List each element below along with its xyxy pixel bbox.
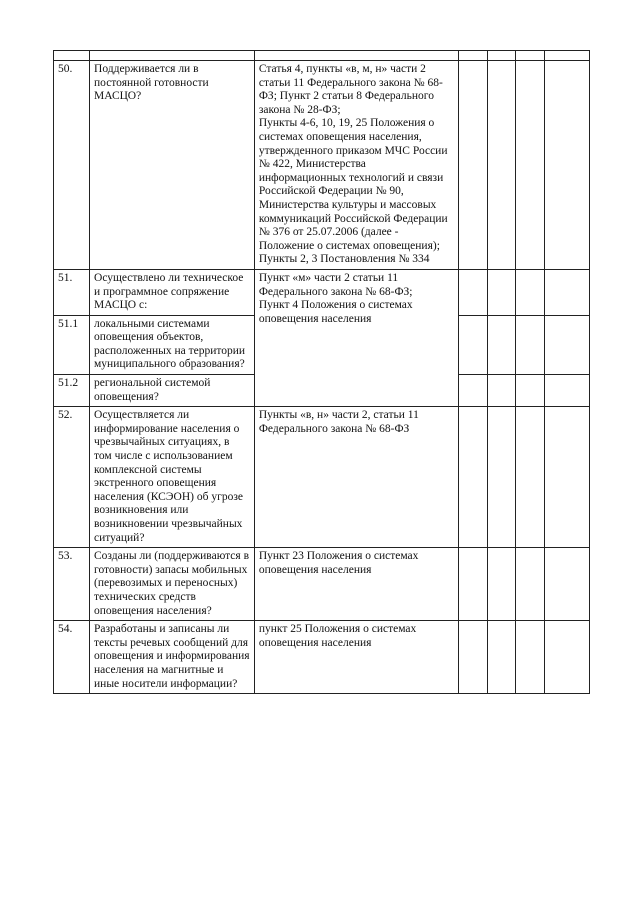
reference-cell <box>254 548 458 621</box>
table-cell <box>254 51 458 61</box>
question-cell: Поддерживается ли в постоянной готовности МАСЦО? <box>90 61 255 270</box>
answer-cell <box>515 375 544 407</box>
reference-line: пункт 25 Положения о системах оповещения населения <box>258 623 417 649</box>
reference-cell <box>254 407 458 548</box>
reference-line: Пункт 23 Положения о системах оповещения населения <box>258 550 419 576</box>
answer-cell <box>458 375 487 407</box>
reference-line: Пункт 4 Положения о системах оповещения населения <box>258 299 413 325</box>
header-row <box>54 51 590 61</box>
table-row <box>54 621 590 694</box>
answer-cell <box>515 61 544 270</box>
question-cell: Осуществлено ли техническое и программное сопряжение МАСЦО с: <box>90 269 255 315</box>
note-cell <box>545 315 590 374</box>
reference-line: Пункты «в, н» части 2, статьи 11 Федерального закона № 68-ФЗ <box>258 409 419 435</box>
checklist-table <box>53 50 590 694</box>
question-cell: локальными системами оповещения объектов, расположенных на территории муниципального образования? <box>90 315 255 374</box>
answer-cell <box>515 407 544 548</box>
reference-cell <box>254 269 458 406</box>
note-cell <box>545 407 590 548</box>
answer-cell <box>458 61 487 270</box>
answer-cell <box>488 621 515 694</box>
note-cell <box>545 621 590 694</box>
reference-line: Статья 4, пункты «в, м, н» части 2 статьи 11 Федерального закона № 68-ФЗ; Пункт 2 статьи 8 Федерального закона № 28-ФЗ; <box>258 63 443 116</box>
table-row <box>54 548 590 621</box>
answer-cell <box>458 269 487 315</box>
table-cell <box>545 51 590 61</box>
question-cell: Разработаны и записаны ли тексты речевых сообщений для оповещения и информирования населения на магнитные и иные носители информации? <box>90 621 255 694</box>
row-number: 51.2 <box>54 375 90 407</box>
row-number: 51.1 <box>54 315 90 374</box>
answer-cell <box>488 315 515 374</box>
table-row <box>54 61 590 270</box>
question-cell: Созданы ли (поддерживаются в готовности) запасы мобильных (перевозимых и переносных) технических средств оповещения населения? <box>90 548 255 621</box>
answer-cell <box>515 269 544 315</box>
reference-cell <box>254 621 458 694</box>
answer-cell <box>515 621 544 694</box>
question-cell: региональной системой оповещения? <box>90 375 255 407</box>
answer-cell <box>488 548 515 621</box>
table-row <box>54 269 590 315</box>
answer-cell <box>458 548 487 621</box>
answer-cell <box>488 407 515 548</box>
answer-cell <box>458 621 487 694</box>
table-cell <box>54 51 90 61</box>
row-number: 54. <box>54 621 90 694</box>
answer-cell <box>515 548 544 621</box>
reference-line: Пункты 4-6, 10, 19, 25 Положения о системах оповещения населения, утвержденного приказом МЧС России № 422, Министерства информационных технологий и связи Российской Федерации № 90, Министерства культуры и массовых коммуникаций Российской Федерации № 376 от 25.07.2006 (далее - Положение о системах оповещения); <box>258 117 448 252</box>
answer-cell <box>488 375 515 407</box>
answer-cell <box>458 407 487 548</box>
table-cell <box>488 51 515 61</box>
reference-cell <box>254 61 458 270</box>
answer-cell <box>488 269 515 315</box>
question-cell: Осуществляется ли информирование населения о чрезвычайных ситуациях, в том числе с использованием комплексной системы экстренного оповещения населения (КСЭОН) об угрозе возникновения или возникновении чрезвычайных ситуаций? <box>90 407 255 548</box>
row-number: 50. <box>54 61 90 270</box>
table-cell <box>90 51 255 61</box>
table-cell <box>458 51 487 61</box>
note-cell <box>545 548 590 621</box>
reference-line: Пункт «м» части 2 статьи 11 Федерального закона № 68-ФЗ; <box>258 271 413 298</box>
answer-cell <box>458 315 487 374</box>
answer-cell <box>488 61 515 270</box>
reference-line: Пункты 2, 3 Постановления № 334 <box>258 253 430 266</box>
row-number: 52. <box>54 407 90 548</box>
table-cell <box>515 51 544 61</box>
row-number: 53. <box>54 548 90 621</box>
note-cell <box>545 61 590 270</box>
note-cell <box>545 375 590 407</box>
note-cell <box>545 269 590 315</box>
row-number: 51. <box>54 269 90 315</box>
table-row <box>54 407 590 548</box>
answer-cell <box>515 315 544 374</box>
